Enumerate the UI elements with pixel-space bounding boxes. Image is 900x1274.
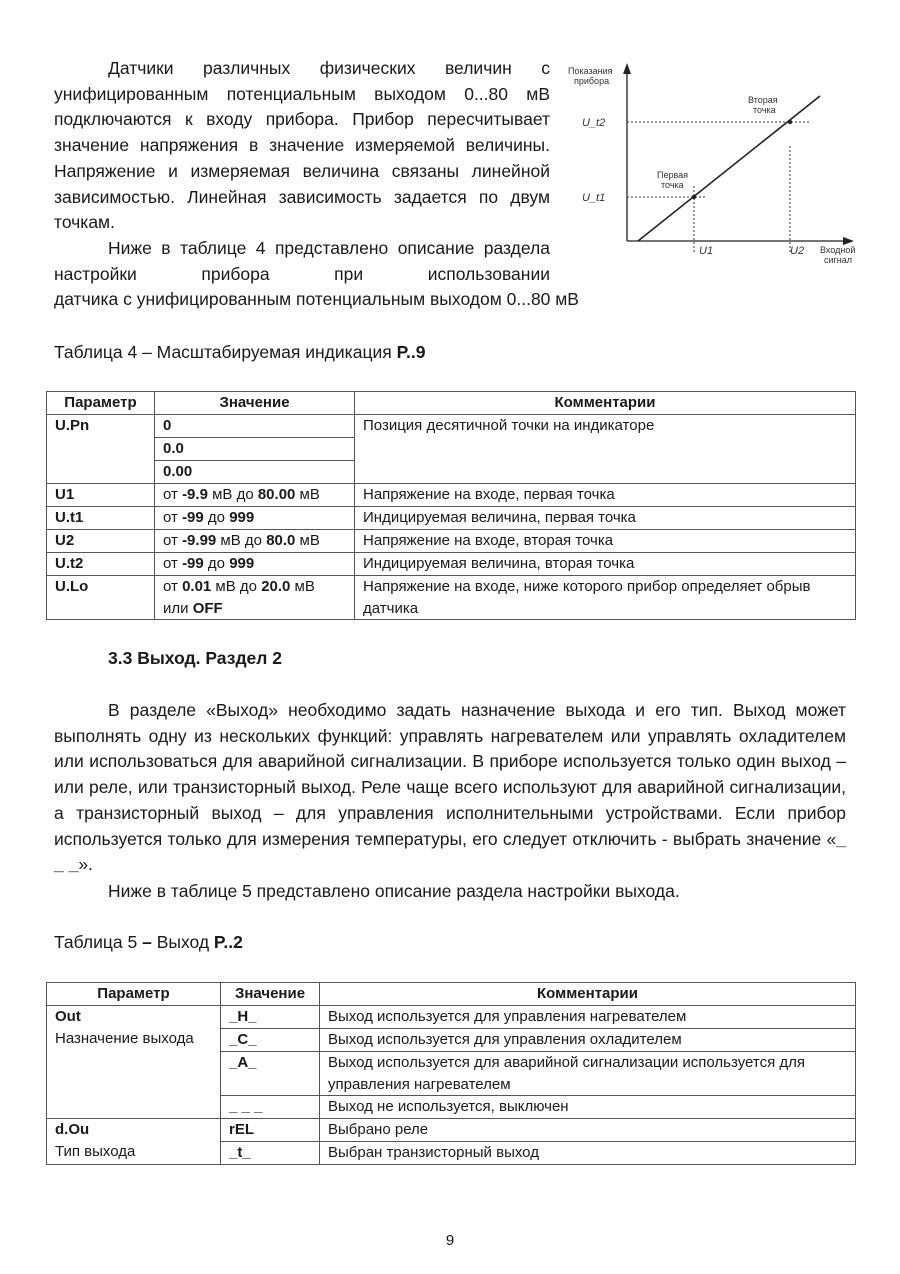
header-value: Значение (155, 392, 355, 415)
value-cell: от -99 до 999 (155, 507, 355, 530)
comment-cell: Выход не используется, выключен (320, 1096, 856, 1119)
point2-label: Вторая (748, 95, 778, 105)
value-cell: от -9.99 мВ до 80.0 мВ (155, 530, 355, 553)
y-axis-label: Показания (568, 66, 613, 76)
linear-scaling-figure (562, 58, 862, 263)
y-axis-label-2: прибора (574, 76, 610, 86)
comment-cell: Индицируемая величина, первая точка (355, 507, 856, 530)
table-row (47, 1119, 856, 1142)
table4-code: P..9 (396, 342, 426, 362)
point1-label-2: точка (661, 180, 684, 190)
table-row (47, 530, 856, 553)
comment-cell: Напряжение на входе, ниже которого прибор определяет обрыв датчика (355, 576, 856, 620)
value-cell: _C_ (221, 1029, 320, 1052)
param-cell: Out Назначение выхода (47, 1006, 221, 1119)
param-cell: U1 (47, 484, 155, 507)
table5 (46, 982, 856, 1165)
table-row (47, 576, 856, 620)
header-param: Параметр (47, 392, 155, 415)
value-cell: 0.0 (155, 438, 355, 461)
param-cell: U.Pn (47, 415, 155, 484)
x-axis-label: Входной (820, 245, 856, 255)
comment-cell: Напряжение на входе, первая точка (355, 484, 856, 507)
param-cell: U.Lo (47, 576, 155, 620)
comment-cell: Выход используется для аварийной сигнализации используется для управления нагревателем (320, 1052, 856, 1096)
comment-cell: Выбрано реле (320, 1119, 856, 1142)
y-tick-ut2: U_t2 (582, 117, 606, 129)
comment-cell: Выход используется для управления нагревателем (320, 1006, 856, 1029)
table-row (47, 507, 856, 530)
header-comment: Комментарии (355, 392, 856, 415)
table-row (47, 415, 856, 438)
param-cell: U.t2 (47, 553, 155, 576)
point2-label-2: точка (753, 105, 776, 115)
comment-cell: Индицируемая величина, вторая точка (355, 553, 856, 576)
comment-cell: Выбран транзисторный выход (320, 1142, 856, 1165)
table5-caption: Таблица 5 – Выход P..2 (54, 932, 243, 952)
table-header-row (47, 392, 856, 415)
value-cell: _A_ (221, 1052, 320, 1096)
intro-paragraph-1: Датчики различных физических величин с унифицированным потенциальным выходом 0...80 мВ подключаются к входу прибора. Прибор пересчитывает значение напряжения в значение измеряемой величины. Напряжение и измеряемая величина связаны линейной зависимостью. Линейная зависимость задается по двум точкам. (54, 58, 550, 233)
section-heading: 3.3 Выход. Раздел 2 (108, 648, 283, 668)
intro-paragraph-2-end: датчика с унифицированным потенциальным выходом 0...80 мВ (54, 289, 579, 309)
disabled-code: _ _ _ (54, 828, 846, 875)
value-cell: rEL (221, 1119, 320, 1142)
x-tick-u2: U2 (790, 245, 805, 257)
value-cell: _t_ (221, 1142, 320, 1165)
comment-cell: Позиция десятичной точки на индикаторе (355, 415, 856, 484)
value-cell: 0 (155, 415, 355, 438)
value-cell: от -9.9 мВ до 80.00 мВ (155, 484, 355, 507)
table4 (46, 391, 856, 620)
value-cell: _H_ (221, 1006, 320, 1029)
intro-paragraph-2: Ниже в таблице 4 представлено описание раздела настройки прибора при использовании (54, 237, 550, 284)
table4-caption: Таблица 4 – Масштабируемая индикация P..9 (54, 342, 426, 362)
intro-text (54, 56, 550, 287)
section-paragraph-2: Ниже в таблице 5 представлено описание раздела настройки выхода. (108, 881, 680, 901)
value-cell: 0.00 (155, 461, 355, 484)
point1-label: Первая (657, 170, 689, 180)
page-number: 9 (445, 1232, 455, 1249)
y-tick-ut1: U_t1 (582, 192, 606, 204)
table5-code: P..2 (213, 932, 243, 952)
table-row (47, 484, 856, 507)
comment-cell: Выход используется для управления охладителем (320, 1029, 856, 1052)
table-row (47, 553, 856, 576)
table-header-row (47, 983, 856, 1006)
value-cell: от 0.01 мВ до 20.0 мВ или OFF (155, 576, 355, 620)
value-cell: от -99 до 999 (155, 553, 355, 576)
table-row (47, 1006, 856, 1029)
x-tick-u1: U1 (699, 245, 714, 257)
value-cell: _ _ _ (221, 1096, 320, 1119)
x-axis-label-2: сигнал (824, 255, 853, 263)
param-cell: U.t1 (47, 507, 155, 530)
comment-cell: Напряжение на входе, вторая точка (355, 530, 856, 553)
header-value: Значение (221, 983, 320, 1006)
param-cell: d.Ou Тип выхода (47, 1119, 221, 1165)
section-paragraph-1: В разделе «Выход» необходимо задать назначение выхода и его тип. Выход может выполнять одну из нескольких функций: управлять нагревателем или управлять охладителем или использоваться для аварийной сигнализации. В приборе используется только один выход – или реле, или транзисторный выход. Реле чаще всего используют для аварийной сигнализации, а транзисторный выход – для управления исполнительными устройствами. Если прибор используется только для измерения температуры, его следует отключить - выбрать значение «_ _ _». (54, 700, 846, 875)
header-comment: Комментарии (320, 983, 856, 1006)
param-cell: U2 (47, 530, 155, 553)
header-param: Параметр (47, 983, 221, 1006)
